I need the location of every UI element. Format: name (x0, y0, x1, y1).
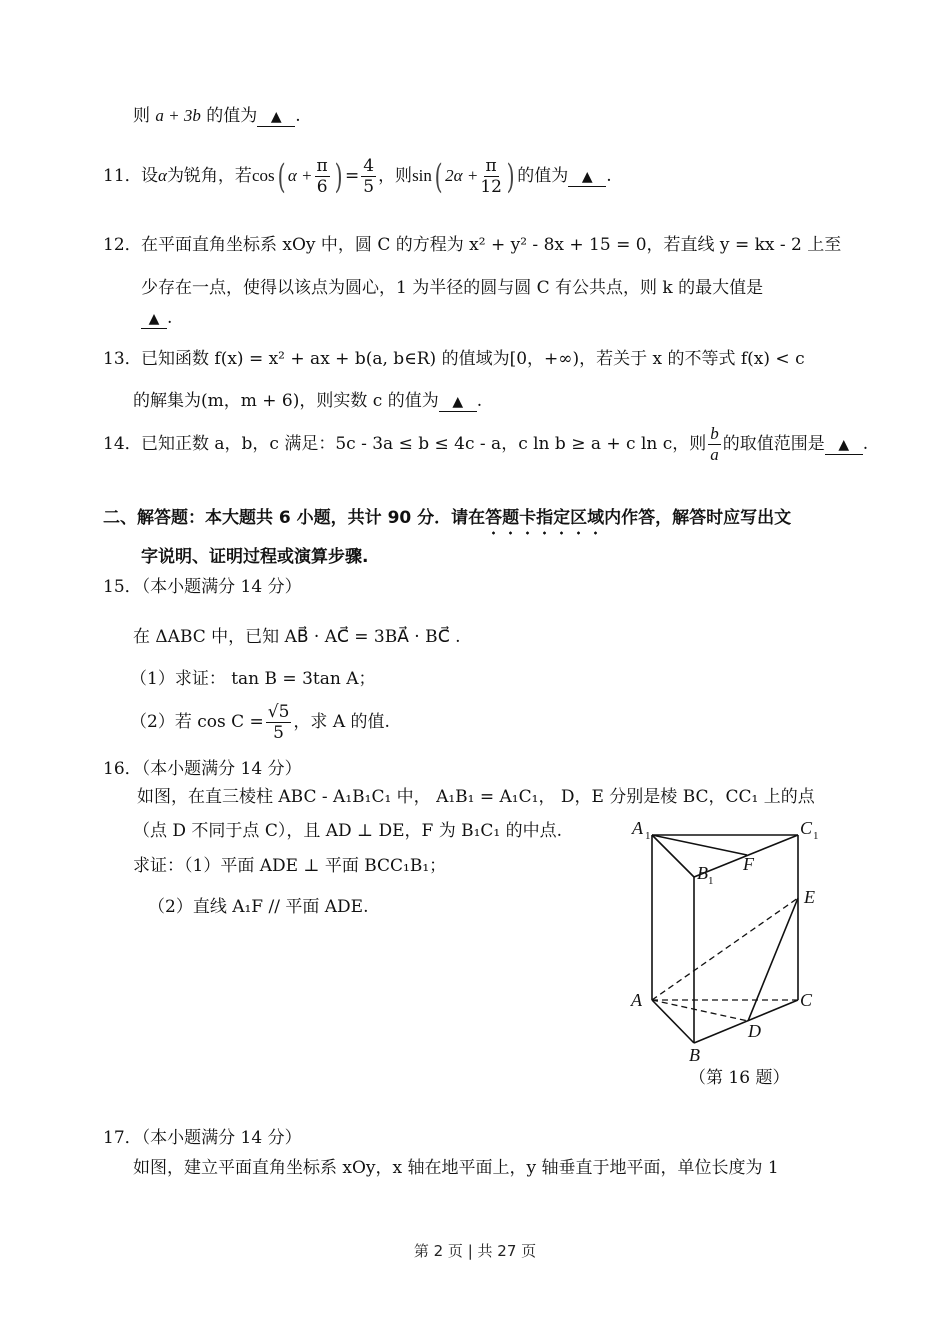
label-C1: C (800, 818, 813, 838)
q15-given-text: 在 ΔABC 中，已知 AB⃗ · AC⃗ = 3BA⃗ · BC⃗ . (133, 627, 461, 647)
question-17-header (103, 1126, 302, 1150)
label-B1: B (697, 863, 708, 883)
q12-line1: 在平面直角坐标系 xOy 中，圆 C 的方程为 x² + y² - 8x + 15 = 0，若直线 y = kx - 2 上至 (141, 235, 842, 255)
question-header: 16．（本小题满分 14 分） (103, 759, 302, 779)
frac-bottom: 12 (480, 177, 502, 197)
q11-inner: α + (287, 166, 313, 185)
question-number: 14． (103, 434, 142, 454)
caption-text: （第 16 题） (689, 1068, 790, 1088)
q14-suffix: 的取值范围是 (722, 434, 825, 454)
label-D: D (748, 1021, 761, 1041)
answer-blank: ▲ (825, 436, 863, 455)
section-heading-text: 字说明、证明过程或演算步骤. (141, 547, 369, 567)
q15-part2-suffix: ，求 A 的值. (293, 712, 390, 732)
label-sub: 1 (645, 830, 651, 842)
question-number: 13． (103, 349, 142, 369)
label-A: A (631, 990, 642, 1010)
label-B: B (689, 1045, 700, 1065)
frac-top: √5 (267, 702, 290, 722)
paren-open: ( (434, 156, 443, 197)
q11-end: . (606, 166, 612, 186)
q13-text: 的解集为(m，m + 6)，则实数 c 的值为 (133, 391, 439, 411)
paren-close: ) (506, 156, 515, 197)
paren-close: ) (334, 156, 343, 197)
answer-blank: ▲ (439, 393, 477, 412)
q16-text: 如图，在直三棱柱 ABC - A₁B₁C₁ 中， A₁B₁ = A₁C₁， D，E 分别是棱 BC，CC₁ 上的点 (137, 787, 815, 807)
frac-top: 4 (363, 156, 375, 176)
label-F: F (743, 854, 754, 874)
paren-open: ( (277, 156, 286, 197)
label-E: E (804, 887, 815, 907)
alpha-symbol: α (158, 166, 167, 185)
question-number: 12． (103, 235, 142, 255)
figure-caption (689, 1066, 789, 1090)
q12-text: 少存在一点，使得以该点为圆心，1 为半径的圆与圆 C 有公共点，则 k 的最大值是 (141, 278, 764, 298)
frac-top: π (485, 156, 497, 176)
frac-top: b (710, 424, 719, 443)
q14-text: 已知正数 a，b，c 满足：5c - 3a ≤ b ≤ 4c - a，c ln b ≥ a + c ln c，则 (141, 434, 707, 454)
equals: = (344, 166, 360, 186)
solid-edges (652, 835, 798, 1043)
sin-func: sin (412, 166, 432, 185)
section-heading-text: 二、解答题：本大题共 6 小题，共计 90 分．请在 (103, 508, 486, 528)
q12-end: . (167, 308, 173, 328)
label-sub: 1 (708, 875, 714, 887)
page-number: 第 2 页 | 共 27 页 (413, 1242, 537, 1260)
cos-func: cos (251, 166, 275, 185)
q11-inner: 2α + (445, 166, 479, 185)
emphasized-text: 答题卡指定区域 (485, 508, 604, 536)
label-C: C (800, 990, 813, 1010)
q17-text: 如图，建立平面直角坐标系 xOy，x 轴在地平面上，y 轴垂直于地平面，单位长度为 1 (133, 1158, 779, 1178)
q13-line1: 已知函数 f(x) = x² + ax + b(a, b∈R) 的值域为[0，+∞)，若关于 x 的不等式 f(x) < c (141, 349, 805, 369)
q10-prefix: 则 (133, 106, 150, 126)
question-number: 11． (103, 166, 142, 186)
q11-text: 为锐角，若 (166, 166, 252, 186)
label-sub: 1 (813, 830, 819, 842)
frac-bottom: 5 (363, 177, 375, 197)
label-A1: A (632, 818, 643, 838)
q10-end: . (295, 106, 301, 126)
q11-text: 的值为 (517, 166, 569, 186)
q10-expr: a + 3b (155, 106, 201, 125)
question-header: 17．（本小题满分 14 分） (103, 1128, 302, 1148)
question-header: 15．（本小题满分 14 分） (103, 577, 302, 597)
section-heading-text: 内作答，解答时应写出文 (604, 508, 792, 528)
frac-bottom: 6 (316, 177, 328, 197)
page-footer (0, 1240, 950, 1261)
hidden-edges (652, 898, 798, 1021)
frac-bottom: a (710, 445, 719, 464)
q14-end: . (862, 434, 869, 454)
q13-end: . (476, 391, 483, 411)
q15-part1-text: （1）求证： tan B = 3tan A； (130, 669, 376, 689)
q10-suffix: 的值为 (206, 106, 258, 126)
q11-text: 设 (141, 166, 158, 186)
frac-top: π (316, 156, 328, 176)
q16-proof-text: （2）直线 A₁F // 平面 ADE. (148, 897, 369, 917)
q15-part2-text: （2）若 cos C = (130, 712, 264, 732)
answer-blank: ▲ (257, 108, 295, 127)
frac-bottom: 5 (273, 723, 284, 743)
q17-line1 (133, 1156, 779, 1180)
answer-blank: ▲ (141, 310, 167, 329)
q16-text: （点 D 不同于点 C），且 AD ⊥ DE，F 为 B₁C₁ 的中点. (133, 821, 563, 841)
q11-text: ，则 (378, 166, 413, 186)
answer-blank: ▲ (568, 168, 606, 187)
q16-proof-text: 求证：（1）平面 ADE ⊥ 平面 BCC₁B₁； (133, 856, 447, 876)
